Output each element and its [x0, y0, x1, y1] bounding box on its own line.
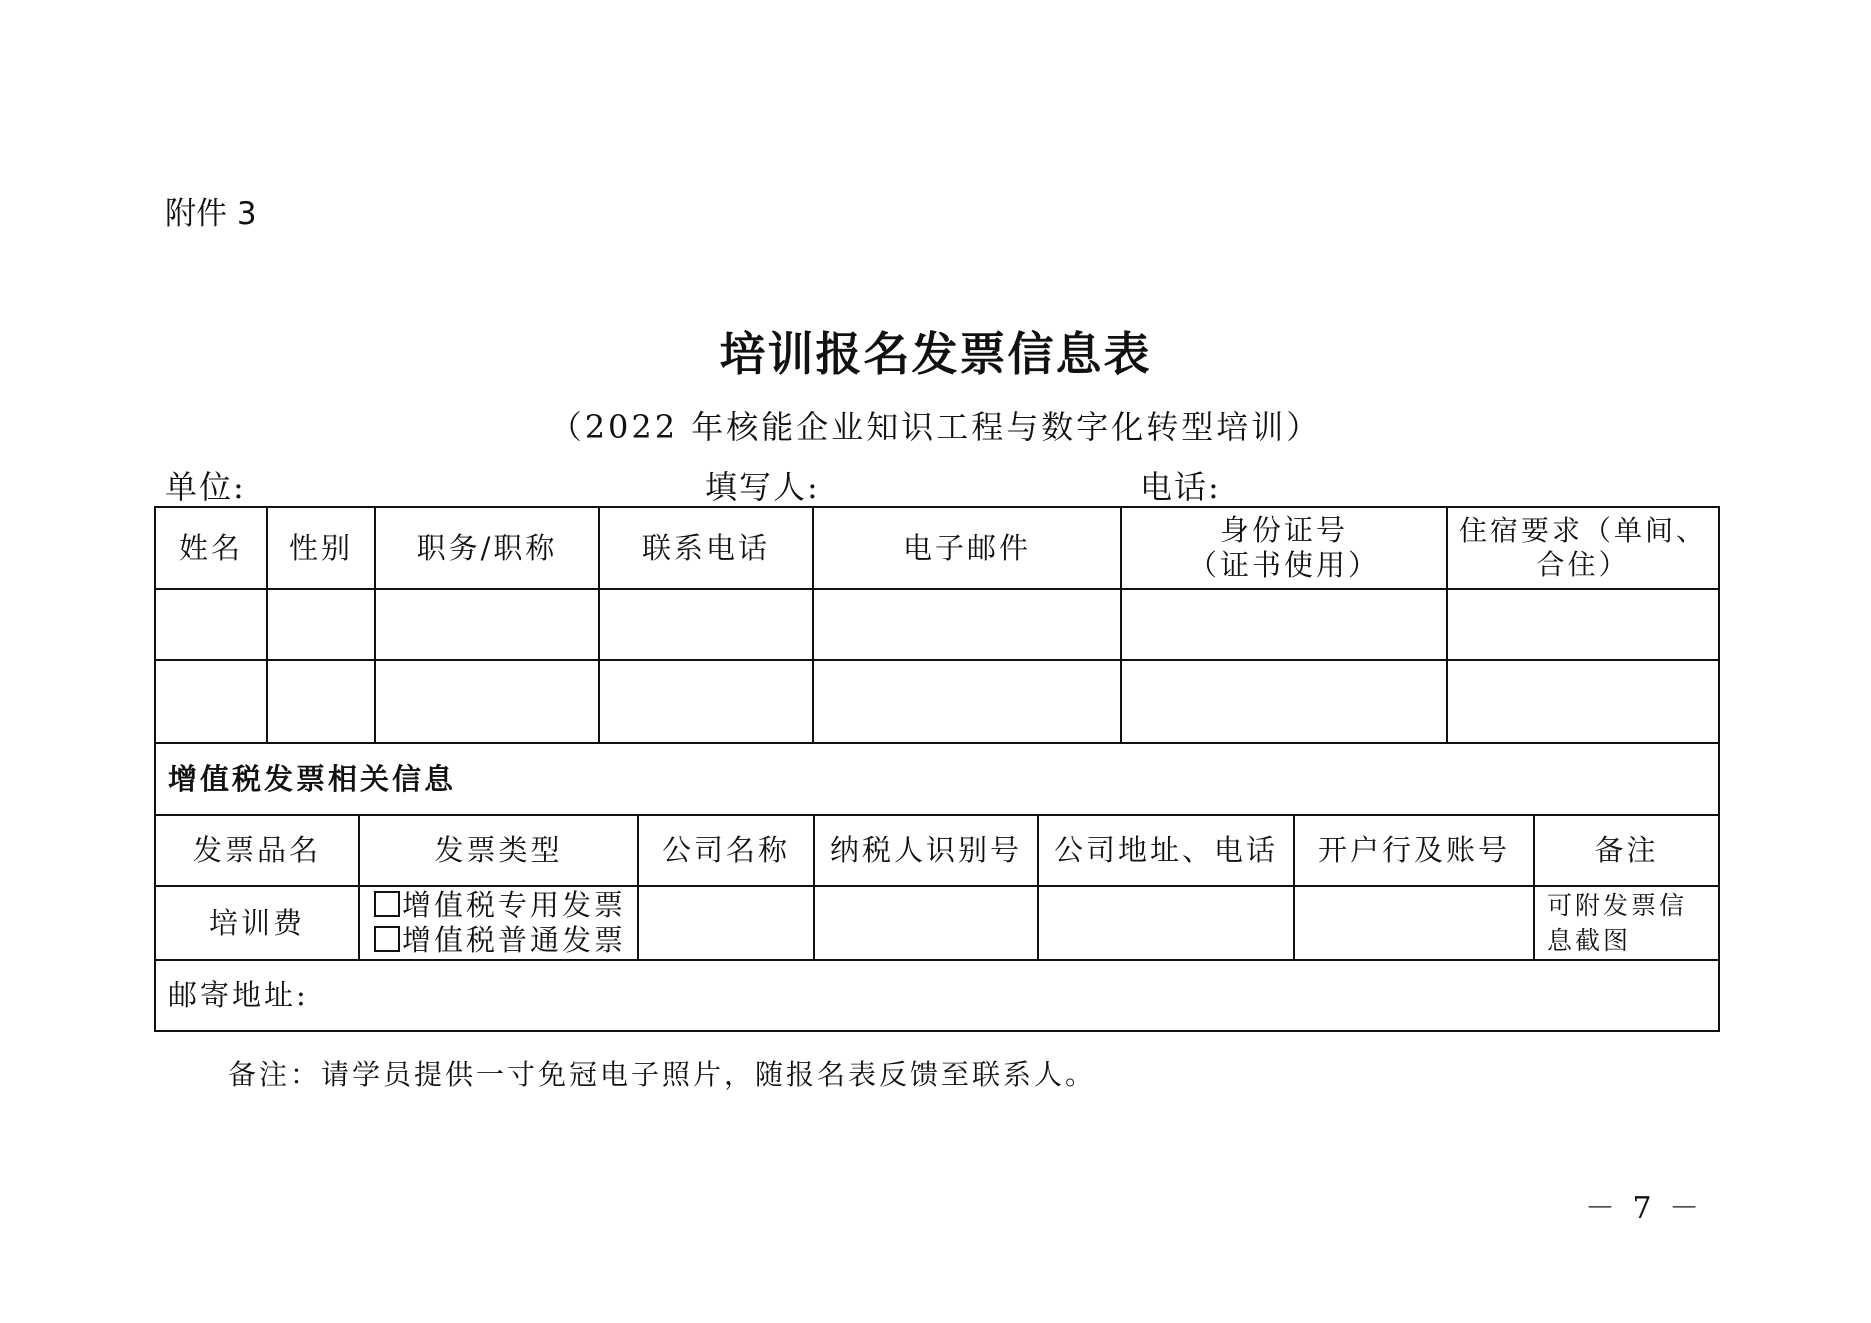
cell-company-address[interactable] [1038, 886, 1294, 960]
page-number: － 7 － [1585, 1191, 1704, 1226]
option-special-label: 增值税专用发票 [402, 888, 627, 923]
header-email: 电子邮件 [813, 507, 1121, 589]
form-title: 培训报名发票信息表 [719, 327, 1152, 381]
registration-row [155, 589, 1719, 660]
cell-email[interactable] [813, 660, 1121, 743]
checkbox-normal-invoice[interactable] [374, 926, 400, 952]
cell-taxpayer-id[interactable] [814, 886, 1038, 960]
header-gender: 性别 [267, 507, 375, 589]
attachment-label: 附件 3 [165, 196, 257, 232]
cell-title[interactable] [375, 589, 599, 660]
remark-line2: 息截图 [1547, 926, 1632, 955]
header-lodging-line1: 住宿要求（单间、 [1458, 514, 1707, 548]
option-special-invoice[interactable] [374, 888, 637, 923]
invoice-section-row [155, 743, 1719, 815]
cell-title[interactable] [375, 660, 599, 743]
registration-table [154, 506, 1720, 744]
header-company-name: 公司名称 [638, 815, 814, 886]
header-id-number [1121, 507, 1447, 589]
header-invoice-type: 发票类型 [359, 815, 638, 886]
cell-gender[interactable] [267, 660, 375, 743]
cell-bank-account[interactable] [1294, 886, 1534, 960]
cell-contact-phone[interactable] [599, 589, 813, 660]
form-subtitle: （2022 年核能企业知识工程与数字化转型培训） [549, 408, 1322, 446]
cell-email[interactable] [813, 589, 1121, 660]
unit-field-label: 单位: [165, 468, 246, 506]
filler-field-label: 填写人: [705, 468, 820, 506]
header-id-line1: 身份证号 [1219, 513, 1348, 548]
remark-line1: 可附发票信 [1547, 891, 1688, 920]
header-title: 职务/职称 [375, 507, 599, 589]
invoice-header-row [155, 815, 1719, 886]
cell-company-name[interactable] [638, 886, 814, 960]
registration-row [155, 660, 1719, 743]
cell-remark [1534, 886, 1719, 960]
invoice-table [154, 742, 1720, 1032]
mail-address-label[interactable]: 邮寄地址: [155, 960, 1719, 1031]
registration-header-row [155, 507, 1719, 589]
cell-name[interactable] [155, 589, 267, 660]
phone-field-label: 电话: [1140, 468, 1221, 506]
header-remark: 备注 [1534, 815, 1719, 886]
cell-gender[interactable] [267, 589, 375, 660]
cell-name[interactable] [155, 660, 267, 743]
header-invoice-item: 发票品名 [155, 815, 359, 886]
header-id-line2: （证书使用） [1187, 548, 1380, 582]
cell-lodging[interactable] [1447, 589, 1719, 660]
checkbox-special-invoice[interactable] [374, 891, 400, 917]
cell-contact-phone[interactable] [599, 660, 813, 743]
header-contact-phone: 联系电话 [599, 507, 813, 589]
mail-address-row [155, 960, 1719, 1031]
header-bank-account: 开户行及账号 [1294, 815, 1534, 886]
invoice-data-row [155, 886, 1719, 960]
invoice-section-title: 增值税发票相关信息 [155, 743, 1719, 815]
invoice-type-options [359, 886, 638, 960]
footnote: 备注：请学员提供一寸免冠电子照片，随报名表反馈至联系人。 [228, 1058, 1097, 1091]
header-company-address: 公司地址、电话 [1038, 815, 1294, 886]
cell-id-number[interactable] [1121, 660, 1447, 743]
header-lodging [1447, 507, 1719, 589]
invoice-item-name: 培训费 [155, 886, 359, 960]
header-taxpayer-id: 纳税人识别号 [814, 815, 1038, 886]
header-name: 姓名 [155, 507, 267, 589]
option-normal-invoice[interactable] [374, 923, 637, 958]
option-normal-label: 增值税普通发票 [402, 923, 627, 957]
header-lodging-line2: 合住） [1536, 548, 1630, 581]
cell-lodging[interactable] [1447, 660, 1719, 743]
cell-id-number[interactable] [1121, 589, 1447, 660]
